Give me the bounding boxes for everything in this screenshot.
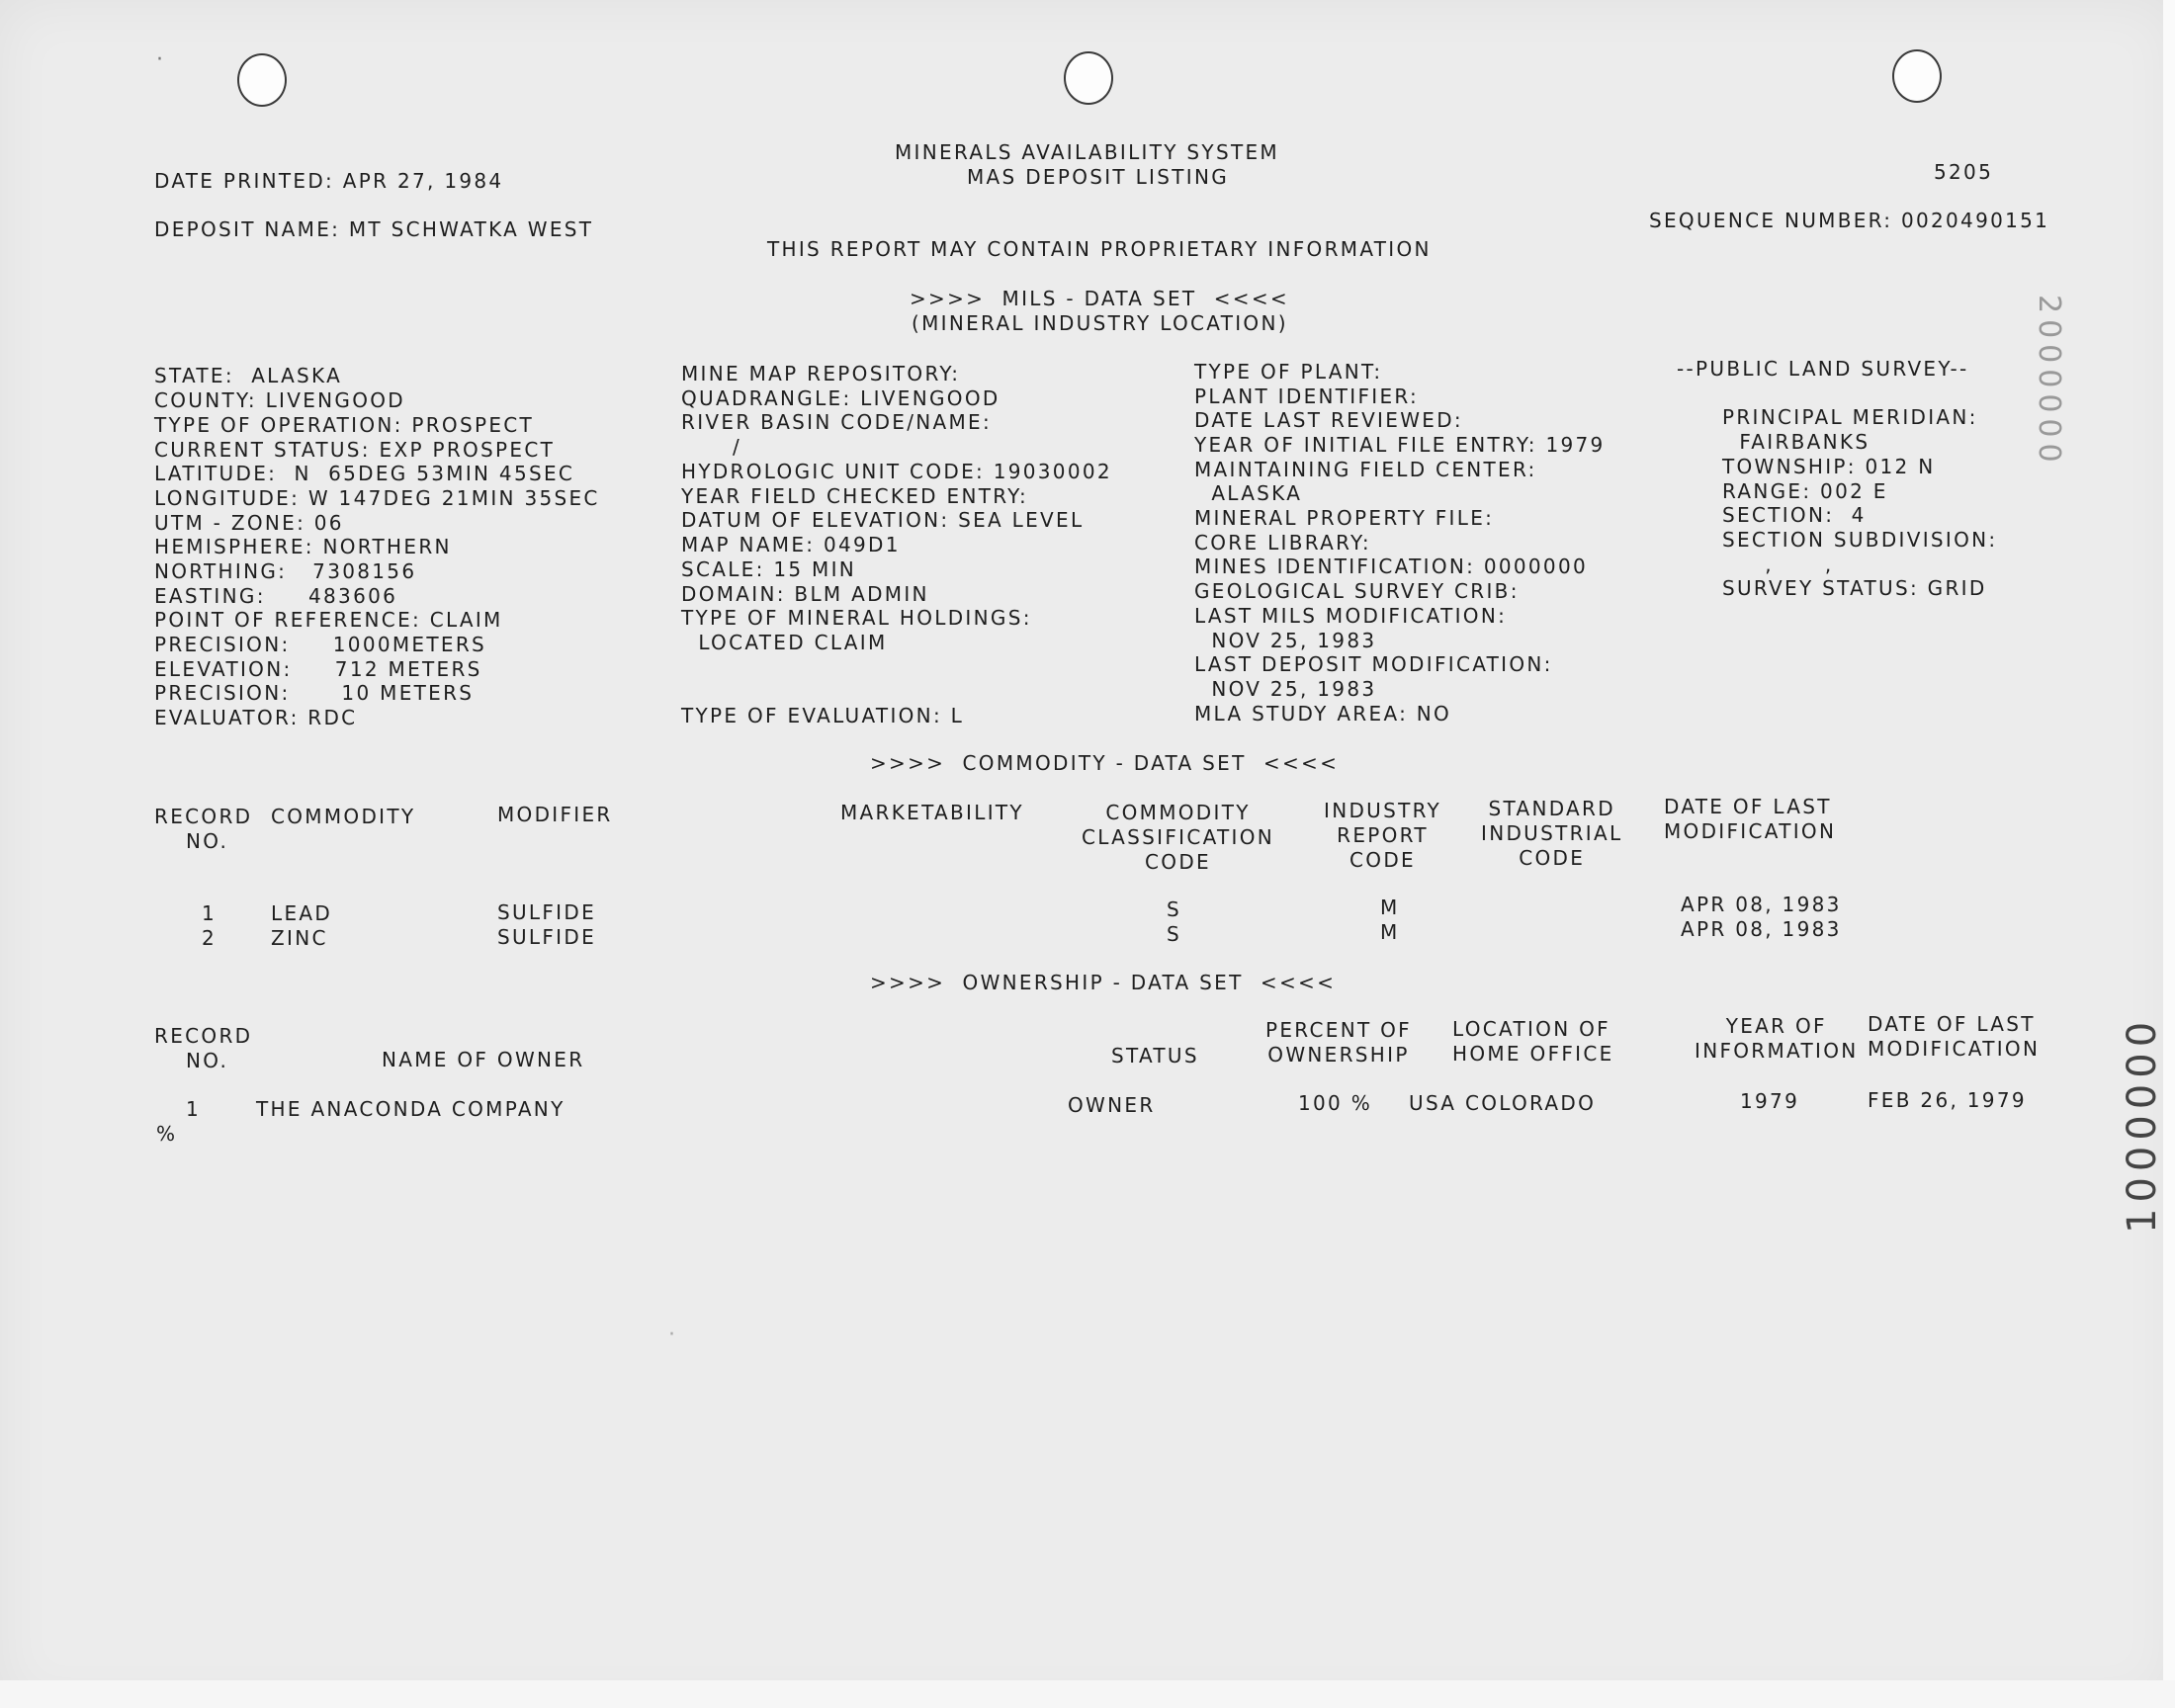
field-last-deposit-modification: LAST DEPOSIT MODIFICATION: bbox=[1194, 652, 1553, 676]
commodity-header-classification: COMMODITY CLASSIFICATION CODE bbox=[1082, 801, 1275, 874]
ownership-header-name: NAME OF OWNER bbox=[382, 1048, 585, 1071]
punch-hole-center bbox=[1064, 51, 1113, 105]
commodity-title: >>>> COMMODITY - DATA SET <<<< bbox=[870, 751, 1340, 775]
field-last-deposit-modification-value: NOV 25, 1983 bbox=[1194, 677, 1377, 701]
owner-year: 1979 bbox=[1740, 1089, 1800, 1113]
field-geological-survey-crib: GEOLOGICAL SURVEY CRIB: bbox=[1194, 579, 1520, 603]
field-initial-file-entry: YEAR OF INITIAL FILE ENTRY: 1979 bbox=[1194, 433, 1606, 457]
field-survey-status: SURVEY STATUS: GRID bbox=[1722, 576, 1987, 600]
field-core-library: CORE LIBRARY: bbox=[1194, 531, 1371, 555]
field-last-mils-modification-value: NOV 25, 1983 bbox=[1194, 629, 1377, 652]
ownership-header-record-no: NO. bbox=[186, 1049, 229, 1072]
field-township: TOWNSHIP: 012 N bbox=[1722, 455, 1936, 478]
owner-percent: 100 % bbox=[1298, 1091, 1373, 1115]
field-domain: DOMAIN: BLM ADMIN bbox=[681, 582, 929, 606]
punch-hole-right bbox=[1892, 49, 1942, 103]
field-operation-type: TYPE OF OPERATION: PROSPECT bbox=[154, 413, 535, 437]
field-elevation: ELEVATION: 712 METERS bbox=[154, 657, 482, 681]
field-year-field-checked: YEAR FIELD CHECKED ENTRY: bbox=[681, 484, 1029, 508]
owner-name: THE ANACONDA COMPANY bbox=[256, 1097, 566, 1121]
commodity-modifier: SULFIDE bbox=[497, 925, 597, 949]
field-longitude: LONGITUDE: W 147DEG 21MIN 35SEC bbox=[154, 486, 600, 510]
field-current-status: CURRENT STATUS: EXP PROSPECT bbox=[154, 438, 556, 462]
page-code: 5205 bbox=[1934, 160, 1994, 184]
date-printed: DATE PRINTED: APR 27, 1984 bbox=[154, 169, 504, 193]
deposit-name: DEPOSIT NAME: MT SCHWATKA WEST bbox=[154, 217, 594, 241]
land-survey-title: --PUBLIC LAND SURVEY-- bbox=[1677, 357, 1969, 381]
stamp-top-right: 2000000 bbox=[2032, 295, 2066, 469]
commodity-class-code: S bbox=[1167, 922, 1181, 946]
field-plant-identifier: PLANT IDENTIFIER: bbox=[1194, 384, 1420, 408]
field-mineral-holdings-value: LOCATED CLAIM bbox=[681, 631, 888, 654]
field-point-of-reference: POINT OF REFERENCE: CLAIM bbox=[154, 608, 503, 632]
field-section: SECTION: 4 bbox=[1722, 503, 1867, 527]
commodity-header-date: DATE OF LAST MODIFICATION bbox=[1664, 795, 1837, 843]
ownership-header-location: LOCATION OF HOME OFFICE bbox=[1452, 1017, 1614, 1066]
field-map-name: MAP NAME: 049D1 bbox=[681, 533, 901, 556]
proprietary-notice: THIS REPORT MAY CONTAIN PROPRIETARY INFORMATION bbox=[767, 237, 1432, 261]
field-easting: EASTING: 483606 bbox=[154, 584, 398, 608]
commodity-name: LEAD bbox=[271, 901, 333, 925]
mils-title: >>>> MILS - DATA SET <<<< bbox=[910, 287, 1289, 310]
commodity-record-no: 2 bbox=[202, 926, 218, 950]
field-range: RANGE: 002 E bbox=[1722, 479, 1888, 503]
commodity-industry-code: M bbox=[1380, 920, 1400, 944]
mils-subtitle: (MINERAL INDUSTRY LOCATION) bbox=[912, 311, 1288, 335]
field-hemisphere: HEMISPHERE: NORTHERN bbox=[154, 535, 452, 558]
commodity-last-modified: APR 08, 1983 bbox=[1681, 917, 1842, 941]
field-precision: PRECISION: 1000METERS bbox=[154, 633, 487, 656]
field-river-basin-value: / bbox=[681, 435, 741, 459]
field-last-mils-modification: LAST MILS MODIFICATION: bbox=[1194, 604, 1508, 628]
field-county: COUNTY: LIVENGOOD bbox=[154, 388, 405, 412]
commodity-class-code: S bbox=[1167, 897, 1181, 921]
commodity-record-no: 1 bbox=[202, 901, 218, 925]
field-type-of-plant: TYPE OF PLANT: bbox=[1194, 360, 1383, 384]
field-hydrologic-unit: HYDROLOGIC UNIT CODE: 19030002 bbox=[681, 460, 1112, 483]
sequence-number: SEQUENCE NUMBER: 0020490151 bbox=[1649, 209, 2050, 232]
ownership-header-date: DATE OF LAST MODIFICATION bbox=[1868, 1012, 2041, 1061]
field-mineral-property-file: MINERAL PROPERTY FILE: bbox=[1194, 506, 1495, 530]
system-title: MINERALS AVAILABILITY SYSTEM bbox=[895, 140, 1279, 164]
field-latitude: LATITUDE: N 65DEG 53MIN 45SEC bbox=[154, 462, 575, 485]
field-mla-study-area: MLA STUDY AREA: NO bbox=[1194, 702, 1452, 726]
owner-last-modified: FEB 26, 1979 bbox=[1868, 1088, 2027, 1112]
ownership-header-status: STATUS bbox=[1111, 1044, 1199, 1068]
field-type-of-evaluation: TYPE OF EVALUATION: L bbox=[681, 704, 965, 727]
commodity-modifier: SULFIDE bbox=[497, 900, 597, 924]
punch-hole-left bbox=[237, 53, 287, 107]
commodity-name: ZINC bbox=[271, 926, 328, 950]
commodity-header-commodity: COMMODITY bbox=[271, 805, 416, 828]
commodity-header-modifier: MODIFIER bbox=[497, 803, 613, 826]
commodity-header-record-no: NO. bbox=[186, 829, 229, 853]
ownership-header-year: YEAR OF INFORMATION bbox=[1695, 1014, 1859, 1063]
listing-title: MAS DEPOSIT LISTING bbox=[967, 165, 1230, 189]
field-section-subdivision-value: , , bbox=[1722, 553, 1834, 576]
ownership-record-no: 1 bbox=[186, 1097, 202, 1121]
commodity-header-industry-code: INDUSTRY REPORT CODE bbox=[1324, 799, 1442, 872]
field-maintaining-center-value: ALASKA bbox=[1194, 481, 1303, 505]
field-principal-meridian-value: FAIRBANKS bbox=[1722, 430, 1870, 454]
report-terminator: % bbox=[156, 1122, 178, 1146]
commodity-last-modified: APR 08, 1983 bbox=[1681, 893, 1842, 916]
field-section-subdivision: SECTION SUBDIVISION: bbox=[1722, 528, 1998, 552]
commodity-header-sic: STANDARD INDUSTRIAL CODE bbox=[1481, 797, 1623, 870]
owner-home-office: USA COLORADO bbox=[1409, 1091, 1597, 1115]
field-state: STATE: ALASKA bbox=[154, 364, 343, 387]
field-utm-zone: UTM - ZONE: 06 bbox=[154, 511, 344, 535]
page-edge bbox=[2163, 0, 2175, 1708]
field-mine-map-repository: MINE MAP REPOSITORY: bbox=[681, 362, 961, 385]
field-principal-meridian: PRINCIPAL MERIDIAN: bbox=[1722, 405, 1978, 429]
ownership-title: >>>> OWNERSHIP - DATA SET <<<< bbox=[870, 971, 1337, 994]
commodity-header-marketability: MARKETABILITY bbox=[840, 801, 1024, 824]
field-elevation-precision: PRECISION: 10 METERS bbox=[154, 681, 475, 705]
field-mines-identification: MINES IDENTIFICATION: 0000000 bbox=[1194, 555, 1588, 578]
field-maintaining-center: MAINTAINING FIELD CENTER: bbox=[1194, 458, 1537, 481]
field-northing: NORTHING: 7308156 bbox=[154, 559, 417, 583]
scanner-mark: · bbox=[156, 47, 163, 72]
field-scale: SCALE: 15 MIN bbox=[681, 557, 857, 581]
field-quadrangle: QUADRANGLE: LIVENGOOD bbox=[681, 386, 1000, 410]
field-river-basin: RIVER BASIN CODE/NAME: bbox=[681, 410, 993, 434]
field-date-last-reviewed: DATE LAST REVIEWED: bbox=[1194, 408, 1463, 432]
page-edge-bottom bbox=[0, 1680, 2175, 1708]
field-mineral-holdings: TYPE OF MINERAL HOLDINGS: bbox=[681, 606, 1032, 630]
owner-status: OWNER bbox=[1068, 1093, 1156, 1117]
commodity-industry-code: M bbox=[1380, 896, 1400, 919]
ownership-header-record: RECORD bbox=[154, 1024, 253, 1048]
field-datum-of-elevation: DATUM OF ELEVATION: SEA LEVEL bbox=[681, 508, 1085, 532]
stamp-bottom-right: 1000000 bbox=[2120, 1015, 2165, 1234]
ownership-header-percent: PERCENT OF OWNERSHIP bbox=[1265, 1018, 1412, 1067]
field-evaluator: EVALUATOR: RDC bbox=[154, 706, 358, 729]
scanner-mark: · bbox=[668, 1323, 675, 1347]
commodity-header-record: RECORD bbox=[154, 805, 253, 828]
